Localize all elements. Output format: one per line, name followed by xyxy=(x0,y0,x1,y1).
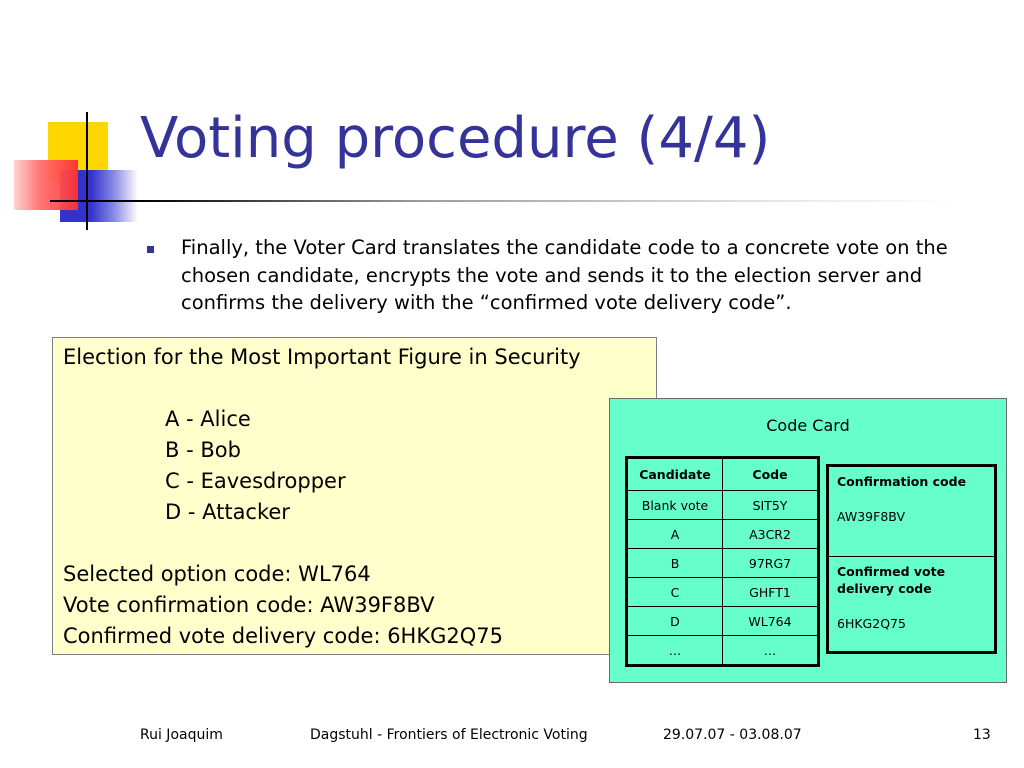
candidate-code-table xyxy=(625,456,820,667)
confirmation-codes-box xyxy=(826,464,997,654)
voter-card-screen xyxy=(52,337,657,655)
option-item: D - Attacker xyxy=(165,500,290,524)
footer-author: Rui Joaquim xyxy=(140,727,223,743)
spacer xyxy=(63,528,656,559)
option-item: C - Eavesdropper xyxy=(165,469,346,493)
footer-date: 29.07.07 - 03.08.07 xyxy=(663,727,802,743)
title-underline xyxy=(50,200,960,202)
candidate-cell: Blank vote xyxy=(627,491,723,520)
delivery-code-label: Confirmed vote delivery code xyxy=(837,564,946,596)
table-row xyxy=(627,549,819,578)
code-cell: 97RG7 xyxy=(723,549,819,578)
code-cell: GHFT1 xyxy=(723,578,819,607)
column-header-code: Code xyxy=(723,458,819,491)
footer-event: Dagstuhl - Frontiers of Electronic Voting xyxy=(310,727,588,743)
election-heading: Election for the Most Important Figure in Security xyxy=(63,345,581,369)
logo-vertical-line xyxy=(86,112,88,230)
candidate-cell: A xyxy=(627,520,723,549)
table-header-row xyxy=(627,458,819,491)
column-header-candidate: Candidate xyxy=(627,458,723,491)
code-cell: … xyxy=(723,636,819,666)
delivery-code-section xyxy=(829,556,994,645)
code-card xyxy=(609,398,1007,683)
spacer xyxy=(63,373,656,404)
logo-red-square xyxy=(14,160,78,210)
table-row xyxy=(627,520,819,549)
option-item: B - Bob xyxy=(165,438,241,462)
page-number: 13 xyxy=(973,727,991,743)
code-cell: A3CR2 xyxy=(723,520,819,549)
bullet-square-icon xyxy=(147,246,154,253)
confirmation-code-label: Confirmation code xyxy=(837,474,967,489)
vote-confirmation-code: Vote confirmation code: AW39F8BV xyxy=(63,593,435,617)
candidate-cell: B xyxy=(627,549,723,578)
table-row xyxy=(627,491,819,520)
decorative-logo xyxy=(0,100,150,230)
confirmation-code-value: AW39F8BV xyxy=(837,509,906,524)
slide-title: Voting procedure (4/4) xyxy=(140,106,771,171)
bullet-text: Finally, the Voter Card translates the candidate code to a concrete vote on the chosen candidate, encrypts the vote and sends it to the election server and confirms the delivery with the “confirmed vote delivery code”. xyxy=(181,236,948,314)
candidate-cell: … xyxy=(627,636,723,666)
table-row xyxy=(627,636,819,666)
confirmed-delivery-code: Confirmed vote delivery code: 6HKG2Q75 xyxy=(63,624,504,648)
code-cell: SIT5Y xyxy=(723,491,819,520)
table-row xyxy=(627,578,819,607)
confirmation-code-section xyxy=(829,467,994,556)
selected-option-code: Selected option code: WL764 xyxy=(63,562,371,586)
candidate-cell: D xyxy=(627,607,723,636)
option-item: A - Alice xyxy=(165,407,251,431)
candidate-cell: C xyxy=(627,578,723,607)
table-row xyxy=(627,607,819,636)
code-cell: WL764 xyxy=(723,607,819,636)
code-card-title: Code Card xyxy=(766,416,850,435)
delivery-code-value: 6HKG2Q75 xyxy=(837,616,906,631)
